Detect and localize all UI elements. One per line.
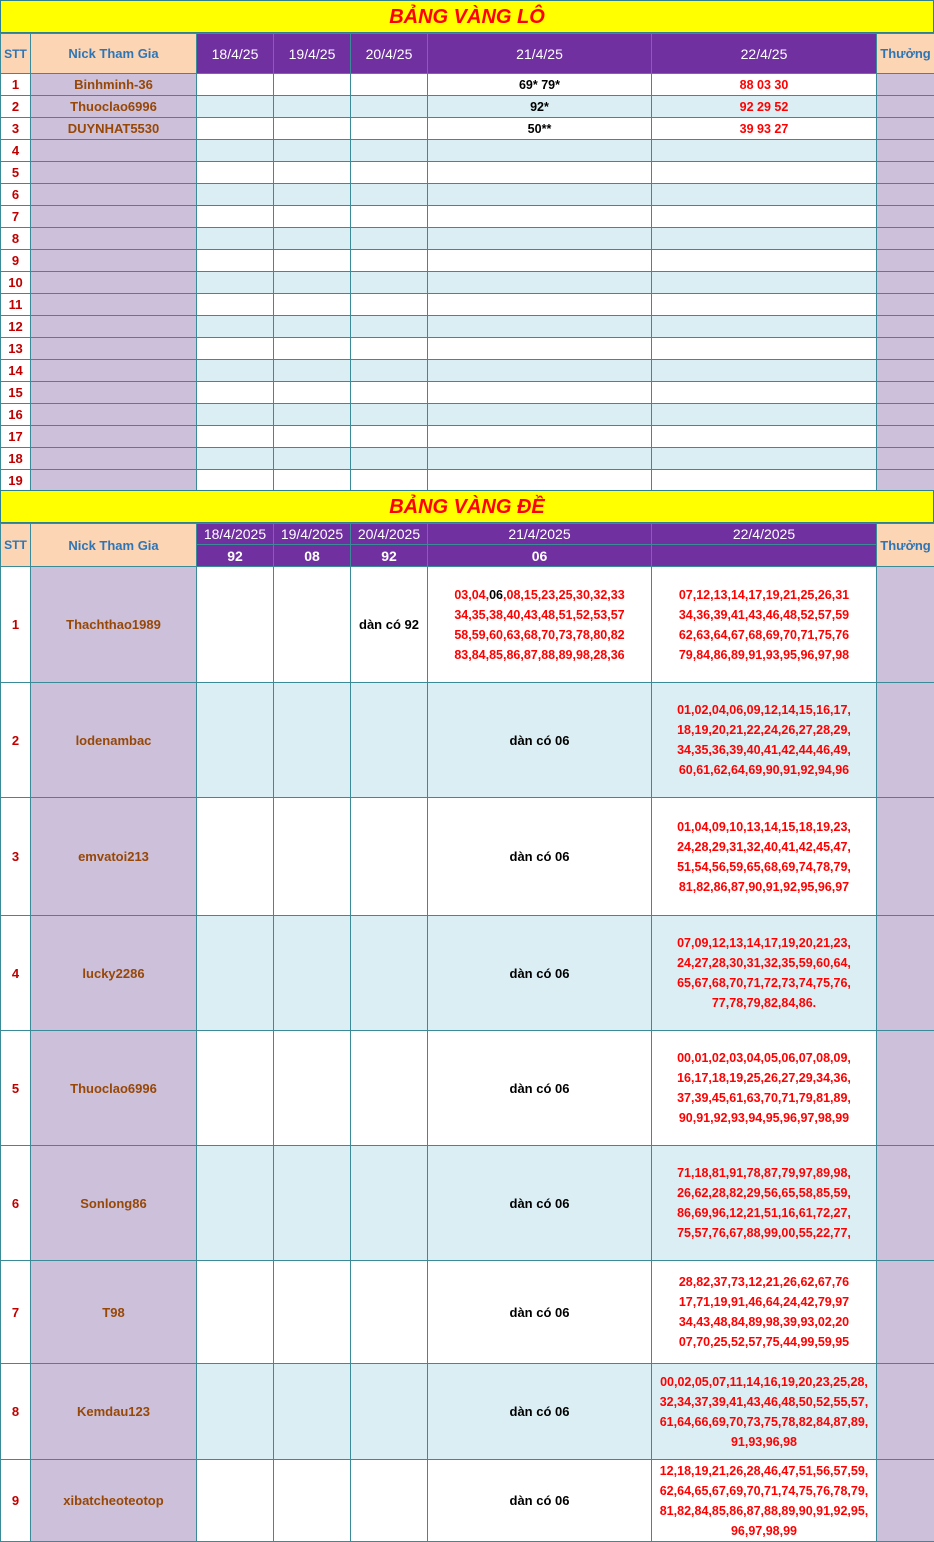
de-date-4-cell: dàn có 06: [428, 1261, 652, 1364]
lo-date-3-cell: [351, 404, 428, 426]
de-date-1-cell: [197, 1261, 274, 1364]
lo-reward-cell: [877, 382, 934, 404]
lo-table-row: [1, 140, 934, 162]
de-table-row: [1, 1460, 934, 1542]
de-date-5-cell: 01,04,09,10,13,14,15,18,19,23, 24,28,29,31,32,40,41,42,45,47, 51,54,56,59,65,68,69,74,78,79, 81,82,86,87,90,91,92,95,96,97: [652, 798, 877, 916]
lo-date-3-cell: [351, 360, 428, 382]
lo-date-2-cell: [274, 360, 351, 382]
de-date-5-cell: 07,09,12,13,14,17,19,20,21,23, 24,27,28,30,31,32,35,59,60,64, 65,67,68,70,71,72,73,74,75,76, 77,78,79,82,84,86.: [652, 916, 877, 1031]
de-date-1-cell: [197, 1364, 274, 1460]
lo-nick-cell: [31, 470, 197, 492]
lo-stt-cell: 17: [1, 426, 31, 448]
de-date-1-cell: [197, 1146, 274, 1261]
lo-table-row: [1, 74, 934, 96]
de-reward-cell: [877, 683, 934, 798]
de-nick-cell: Thuoclao6996: [31, 1031, 197, 1146]
de-date-4-cell: dàn có 06: [428, 916, 652, 1031]
lo-date-2-cell: [274, 140, 351, 162]
lo-stt-cell: 13: [1, 338, 31, 360]
de-date-2-cell: [274, 1146, 351, 1261]
de-date-2-cell: [274, 567, 351, 683]
de-date-5-cell: 01,02,04,06,09,12,14,15,16,17, 18,19,20,21,22,24,26,27,28,29, 34,35,36,39,40,41,42,44,46,49, 60,61,62,64,69,90,91,92,94,96: [652, 683, 877, 798]
lo-stt-cell: 6: [1, 184, 31, 206]
lo-date-4-cell: [428, 228, 652, 250]
de-stt-cell: 3: [1, 798, 31, 916]
lo-nick-cell: [31, 382, 197, 404]
lo-date-3-cell: [351, 316, 428, 338]
lo-stt-cell: 3: [1, 118, 31, 140]
de-result-5: [652, 545, 877, 567]
lo-table-row: [1, 206, 934, 228]
lo-date-4-cell: [428, 448, 652, 470]
lo-table-row: [1, 360, 934, 382]
lo-date-5-cell: 88 03 30: [652, 74, 877, 96]
lo-date-2-cell: [274, 228, 351, 250]
lo-body: [0, 73, 934, 492]
lo-date-1-cell: [197, 250, 274, 272]
lo-header-reward: Thưởng: [877, 34, 934, 74]
lo-stt-cell: 7: [1, 206, 31, 228]
lo-date-3-cell: [351, 74, 428, 96]
de-rows: [1, 567, 934, 1542]
de-nick-cell: Sonlong86: [31, 1146, 197, 1261]
lo-stt-cell: 9: [1, 250, 31, 272]
lo-date-1-cell: [197, 228, 274, 250]
de-table-row: [1, 1031, 934, 1146]
lo-date-2-cell: [274, 272, 351, 294]
lo-date-3-cell: [351, 118, 428, 140]
lo-date-3-cell: [351, 272, 428, 294]
lo-nick-cell: [31, 228, 197, 250]
lo-nick-cell: [31, 272, 197, 294]
de-date-2-cell: [274, 1261, 351, 1364]
lo-date-4-cell: [428, 162, 652, 184]
lo-date-5-cell: [652, 404, 877, 426]
de-date-1-cell: [197, 916, 274, 1031]
de-reward-cell: [877, 567, 934, 683]
de-reward-cell: [877, 1261, 934, 1364]
lo-date-3-cell: [351, 470, 428, 492]
lo-date-3-cell: [351, 184, 428, 206]
de-date-3-cell: [351, 1364, 428, 1460]
de-nick-cell: emvatoi213: [31, 798, 197, 916]
lo-date-5-cell: [652, 338, 877, 360]
lo-table-row: [1, 338, 934, 360]
de-nick-cell: lucky2286: [31, 916, 197, 1031]
lo-date-5-cell: [652, 448, 877, 470]
lo-date-1-cell: [197, 426, 274, 448]
de-date-4-cell: dàn có 06: [428, 1460, 652, 1542]
lo-nick-cell: [31, 360, 197, 382]
de-date-2-cell: [274, 1364, 351, 1460]
lo-date-2-cell: [274, 250, 351, 272]
lo-nick-cell: [31, 338, 197, 360]
lo-date-2-cell: [274, 162, 351, 184]
de-reward-cell: [877, 1031, 934, 1146]
lo-reward-cell: [877, 338, 934, 360]
lo-rows: [1, 74, 934, 492]
lo-date-4-cell: [428, 250, 652, 272]
de-winning-number: 06: [489, 588, 503, 602]
lo-stt-cell: 16: [1, 404, 31, 426]
lo-header-date-4: 21/4/25: [428, 34, 652, 74]
lo-date-1-cell: [197, 206, 274, 228]
de-nick-cell: T98: [31, 1261, 197, 1364]
de-table-row: [1, 1146, 934, 1261]
lo-header-row: [1, 34, 934, 74]
de-header-nick: Nick Tham Gia: [31, 524, 197, 567]
lo-date-2-cell: [274, 294, 351, 316]
de-date-2-cell: [274, 1031, 351, 1146]
lo-date-1-cell: [197, 294, 274, 316]
lo-nick-cell: [31, 426, 197, 448]
de-number-list: 03,04,: [454, 588, 489, 602]
lo-stt-cell: 8: [1, 228, 31, 250]
lo-date-1-cell: [197, 338, 274, 360]
lo-stt-cell: 1: [1, 74, 31, 96]
lo-table-row: [1, 470, 934, 492]
de-stt-cell: 2: [1, 683, 31, 798]
lo-date-4-cell: [428, 426, 652, 448]
lo-date-3-cell: [351, 426, 428, 448]
lo-date-2-cell: [274, 74, 351, 96]
lo-date-5-cell: [652, 206, 877, 228]
lo-table-row: [1, 228, 934, 250]
lo-date-1-cell: [197, 96, 274, 118]
lo-date-4-cell: [428, 272, 652, 294]
de-stt-cell: 6: [1, 1146, 31, 1261]
lo-date-3-cell: [351, 338, 428, 360]
de-table-row: [1, 798, 934, 916]
de-table-row: [1, 683, 934, 798]
de-date-4-cell: dàn có 06: [428, 1146, 652, 1261]
lo-table-row: [1, 426, 934, 448]
lo-stt-cell: 2: [1, 96, 31, 118]
lo-reward-cell: [877, 448, 934, 470]
lo-date-2-cell: [274, 118, 351, 140]
de-nick-cell: lodenambac: [31, 683, 197, 798]
lo-reward-cell: [877, 228, 934, 250]
lo-date-3-cell: [351, 140, 428, 162]
lo-stt-cell: 5: [1, 162, 31, 184]
lo-table-row: [1, 448, 934, 470]
lo-reward-cell: [877, 184, 934, 206]
lo-date-3-cell: [351, 162, 428, 184]
lo-date-1-cell: [197, 316, 274, 338]
de-table-row: [1, 567, 934, 683]
lo-date-1-cell: [197, 272, 274, 294]
de-header-date-4: 21/4/2025: [428, 524, 652, 545]
de-date-4-cell: dàn có 06: [428, 1031, 652, 1146]
lo-date-3-cell: [351, 250, 428, 272]
lo-reward-cell: [877, 316, 934, 338]
lo-date-2-cell: [274, 184, 351, 206]
de-table-row: [1, 1261, 934, 1364]
de-stt-cell: 8: [1, 1364, 31, 1460]
lo-table-row: [1, 162, 934, 184]
de-date-3-cell: dàn có 92: [351, 567, 428, 683]
lo-date-1-cell: [197, 404, 274, 426]
lo-date-2-cell: [274, 382, 351, 404]
lo-table-row: [1, 184, 934, 206]
de-date-4-cell: dàn có 06: [428, 798, 652, 916]
lo-date-4-cell: [428, 206, 652, 228]
lo-stt-cell: 15: [1, 382, 31, 404]
de-date-3-cell: [351, 1261, 428, 1364]
lo-nick-cell: [31, 206, 197, 228]
lo-date-5-cell: [652, 250, 877, 272]
lo-date-3-cell: [351, 228, 428, 250]
lo-nick-cell: [31, 448, 197, 470]
de-date-2-cell: [274, 798, 351, 916]
lo-stt-cell: 12: [1, 316, 31, 338]
de-stt-cell: 4: [1, 916, 31, 1031]
lo-nick-cell: [31, 184, 197, 206]
de-nick-cell: Kemdau123: [31, 1364, 197, 1460]
lo-reward-cell: [877, 74, 934, 96]
lo-date-5-cell: [652, 470, 877, 492]
lo-reward-cell: [877, 294, 934, 316]
lo-reward-cell: [877, 404, 934, 426]
lo-reward-cell: [877, 162, 934, 184]
lo-nick-cell: [31, 250, 197, 272]
lo-nick-cell: [31, 294, 197, 316]
lo-date-1-cell: [197, 382, 274, 404]
de-nick-cell: xibatcheoteotop: [31, 1460, 197, 1542]
lo-stt-cell: 11: [1, 294, 31, 316]
de-date-1-cell: [197, 567, 274, 683]
lo-table-row: [1, 294, 934, 316]
lo-nick-cell: [31, 162, 197, 184]
lo-date-1-cell: [197, 184, 274, 206]
de-header-reward: Thưởng: [877, 524, 934, 567]
lo-reward-cell: [877, 272, 934, 294]
lo-nick-cell: Thuoclao6996: [31, 96, 197, 118]
lo-date-4-cell: [428, 316, 652, 338]
lo-date-2-cell: [274, 470, 351, 492]
de-reward-cell: [877, 1146, 934, 1261]
lo-date-2-cell: [274, 96, 351, 118]
lo-table-row: [1, 250, 934, 272]
de-result-4: 06: [428, 545, 652, 567]
lo-date-1-cell: [197, 360, 274, 382]
lo-date-5-cell: [652, 382, 877, 404]
de-header-date-2: 19/4/2025: [274, 524, 351, 545]
de-date-1-cell: [197, 798, 274, 916]
de-reward-cell: [877, 916, 934, 1031]
lo-date-2-cell: [274, 448, 351, 470]
lo-reward-cell: [877, 96, 934, 118]
lo-table-row: [1, 118, 934, 140]
de-table-title: BẢNG VÀNG ĐỀ: [0, 490, 934, 523]
de-header-row: [1, 524, 934, 545]
lo-date-5-cell: [652, 140, 877, 162]
lo-nick-cell: Binhminh-36: [31, 74, 197, 96]
lo-nick-cell: [31, 404, 197, 426]
lo-stt-cell: 10: [1, 272, 31, 294]
de-date-3-cell: [351, 1460, 428, 1542]
lo-date-3-cell: [351, 382, 428, 404]
lo-date-5-cell: [652, 316, 877, 338]
de-number-list: ,08,15,23,25,30,32,33 34,35,38,40,43,48,51,52,53,57 58,59,60,63,68,70,73,78,80,82 83,84,85,86,87,88,89,98,28,36: [454, 588, 624, 662]
de-stt-cell: 5: [1, 1031, 31, 1146]
lo-date-5-cell: 39 93 27: [652, 118, 877, 140]
de-date-5-cell: 12,18,19,21,26,28,46,47,51,56,57,59, 62,64,65,67,69,70,71,74,75,76,78,79, 81,82,84,85,86,87,88,89,90,91,92,95, 96,97,98,99: [652, 1460, 877, 1542]
de-result-3: 92: [351, 545, 428, 567]
lo-date-3-cell: [351, 206, 428, 228]
lo-nick-cell: DUYNHAT5530: [31, 118, 197, 140]
lo-date-2-cell: [274, 316, 351, 338]
lo-date-1-cell: [197, 140, 274, 162]
de-header-date-5: 22/4/2025: [652, 524, 877, 545]
lo-date-5-cell: [652, 294, 877, 316]
de-date-4-cell: [428, 567, 652, 683]
de-date-3-cell: [351, 1031, 428, 1146]
de-date-5-cell: 07,12,13,14,17,19,21,25,26,31 34,36,39,41,43,46,48,52,57,59 62,63,64,67,68,69,70,71,75,76 79,84,86,89,91,93,95,96,97,98: [652, 567, 877, 683]
lo-date-1-cell: [197, 74, 274, 96]
de-date-5-cell: 00,02,05,07,11,14,16,19,20,23,25,28, 32,34,37,39,41,43,46,48,50,52,55,57, 61,64,66,69,70,73,75,78,82,84,87,89, 91,93,96,98: [652, 1364, 877, 1460]
lo-header-date-5: 22/4/25: [652, 34, 877, 74]
lo-reward-cell: [877, 360, 934, 382]
de-stt-cell: 7: [1, 1261, 31, 1364]
de-table: [0, 523, 934, 567]
lo-table: [0, 33, 934, 74]
de-header-date-3: 20/4/2025: [351, 524, 428, 545]
lo-table-row: [1, 404, 934, 426]
lo-date-5-cell: [652, 360, 877, 382]
lo-date-4-cell: 92*: [428, 96, 652, 118]
lo-date-4-cell: [428, 338, 652, 360]
lo-date-5-cell: 92 29 52: [652, 96, 877, 118]
de-header-date-1: 18/4/2025: [197, 524, 274, 545]
lo-date-2-cell: [274, 404, 351, 426]
lo-reward-cell: [877, 250, 934, 272]
de-date-5-cell: 00,01,02,03,04,05,06,07,08,09, 16,17,18,19,25,26,27,29,34,36, 37,39,45,61,63,70,71,79,81,89, 90,91,92,93,94,95,96,97,98,99: [652, 1031, 877, 1146]
lo-reward-cell: [877, 470, 934, 492]
de-reward-cell: [877, 798, 934, 916]
lo-date-4-cell: [428, 382, 652, 404]
de-date-3-cell: [351, 1146, 428, 1261]
de-date-5-cell: 71,18,81,91,78,87,79,97,89,98, 26,62,28,82,29,56,65,58,85,59, 86,69,96,12,21,51,16,61,72,27, 75,57,76,67,88,99,00,55,22,77,: [652, 1146, 877, 1261]
lo-date-5-cell: [652, 184, 877, 206]
de-date-1-cell: [197, 1460, 274, 1542]
lo-date-2-cell: [274, 338, 351, 360]
lo-table-row: [1, 382, 934, 404]
lo-date-2-cell: [274, 426, 351, 448]
lo-date-4-cell: [428, 184, 652, 206]
lo-date-4-cell: [428, 470, 652, 492]
lo-date-4-cell: 50**: [428, 118, 652, 140]
de-date-2-cell: [274, 916, 351, 1031]
de-stt-cell: 1: [1, 567, 31, 683]
lo-reward-cell: [877, 426, 934, 448]
lo-reward-cell: [877, 118, 934, 140]
lo-stt-cell: 4: [1, 140, 31, 162]
de-date-3-cell: [351, 798, 428, 916]
de-date-1-cell: [197, 1031, 274, 1146]
lo-header-date-1: 18/4/25: [197, 34, 274, 74]
de-date-3-cell: [351, 683, 428, 798]
lo-header-nick: Nick Tham Gia: [31, 34, 197, 74]
de-date-1-cell: [197, 683, 274, 798]
lo-table-title: BẢNG VÀNG LÔ: [0, 0, 934, 33]
lo-date-3-cell: [351, 448, 428, 470]
de-result-2: 08: [274, 545, 351, 567]
lo-date-5-cell: [652, 272, 877, 294]
lo-nick-cell: [31, 316, 197, 338]
lo-date-1-cell: [197, 118, 274, 140]
de-table-row: [1, 916, 934, 1031]
de-result-1: 92: [197, 545, 274, 567]
lo-reward-cell: [877, 206, 934, 228]
de-date-2-cell: [274, 683, 351, 798]
lo-date-4-cell: [428, 360, 652, 382]
de-header-stt: STT: [1, 524, 31, 567]
lo-table-row: [1, 272, 934, 294]
lo-reward-cell: [877, 140, 934, 162]
lo-date-1-cell: [197, 162, 274, 184]
de-date-4-cell: dàn có 06: [428, 1364, 652, 1460]
lo-date-3-cell: [351, 294, 428, 316]
lo-header-date-3: 20/4/25: [351, 34, 428, 74]
lo-stt-cell: 18: [1, 448, 31, 470]
lo-table-row: [1, 316, 934, 338]
lo-date-5-cell: [652, 426, 877, 448]
lo-date-4-cell: [428, 294, 652, 316]
de-table-row: [1, 1364, 934, 1460]
lo-header-date-2: 19/4/25: [274, 34, 351, 74]
lo-date-3-cell: [351, 96, 428, 118]
lo-stt-cell: 14: [1, 360, 31, 382]
lo-date-2-cell: [274, 206, 351, 228]
lo-date-4-cell: [428, 404, 652, 426]
de-body: [0, 566, 934, 1542]
lo-date-1-cell: [197, 470, 274, 492]
de-reward-cell: [877, 1364, 934, 1460]
lo-nick-cell: [31, 140, 197, 162]
de-stt-cell: 9: [1, 1460, 31, 1542]
lo-table-row: [1, 96, 934, 118]
de-nick-cell: Thachthao1989: [31, 567, 197, 683]
lo-date-4-cell: [428, 140, 652, 162]
de-date-5-cell: 28,82,37,73,12,21,26,62,67,76 17,71,19,91,46,64,24,42,79,97 34,43,48,84,89,98,39,93,02,20 07,70,25,52,57,75,44,99,59,95: [652, 1261, 877, 1364]
de-date-4-cell: dàn có 06: [428, 683, 652, 798]
lo-date-5-cell: [652, 228, 877, 250]
de-date-3-cell: [351, 916, 428, 1031]
lo-header-stt: STT: [1, 34, 31, 74]
lo-date-1-cell: [197, 448, 274, 470]
lo-date-4-cell: 69* 79*: [428, 74, 652, 96]
de-reward-cell: [877, 1460, 934, 1542]
lo-date-5-cell: [652, 162, 877, 184]
lo-stt-cell: 19: [1, 470, 31, 492]
de-date-2-cell: [274, 1460, 351, 1542]
